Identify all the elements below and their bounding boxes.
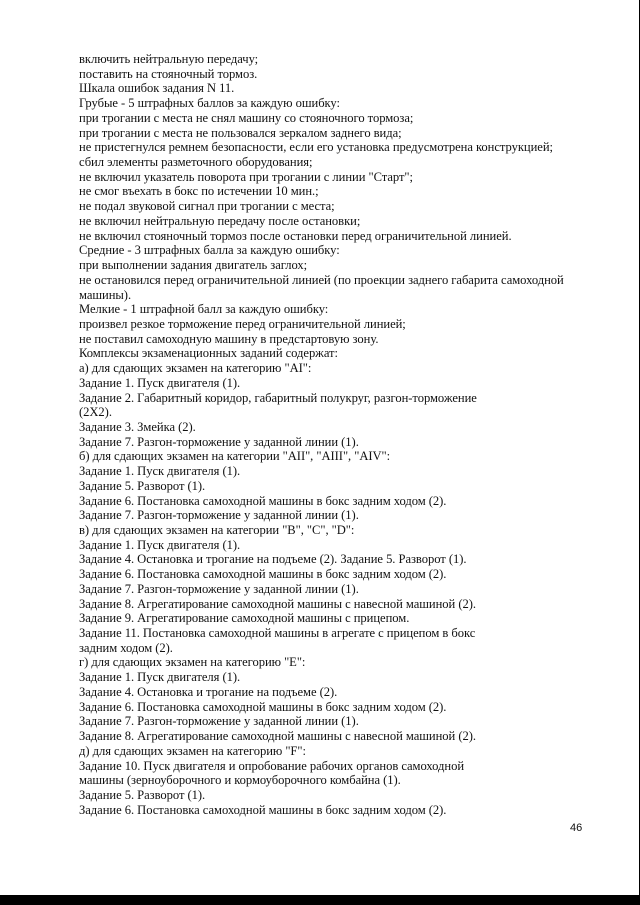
text-line: а) для сдающих экзамен на категорию "AI": (79, 361, 312, 376)
text-line: Мелкие - 1 штрафной балл за каждую ошибку: (79, 302, 329, 317)
text-line: при трогании с места не снял машину со стояночного тормоза; (79, 110, 414, 125)
text-line: Шкала ошибок задания N 11. (79, 81, 235, 96)
text-line: Грубые - 5 штрафных баллов за каждую ошибку: (79, 96, 340, 111)
text-line: Задание 5. Разворот (1). (79, 787, 206, 802)
text-line: не включил нейтральную передачу после остановки; (79, 213, 361, 228)
scan-edge-bottom (0, 895, 640, 905)
text-line: при трогании с места не пользовался зеркалом заднего вида; (79, 125, 402, 140)
text-line: Задание 9. Агрегатирование самоходной машины с прицепом. (79, 611, 410, 626)
text-line: Средние - 3 штрафных балла за каждую ошибку: (79, 243, 340, 258)
text-line: машины). (79, 287, 132, 302)
text-line: Задание 1. Пуск двигателя (1). (79, 464, 241, 479)
text-line: Задание 7. Разгон-торможение у заданной линии (1). (79, 714, 359, 729)
text-line: не поставил самоходную машину в предстартовую зону. (79, 331, 379, 346)
text-line: Задание 5. Разворот (1). (79, 478, 206, 493)
text-line: Задание 4. Остановка и трогание на подъеме (2). Задание 5. Разворот (1). (79, 552, 467, 567)
text-line: Задание 6. Постановка самоходной машины в бокс задним ходом (2). (79, 699, 447, 714)
text-line: д) для сдающих экзамен на категорию "F": (79, 743, 306, 758)
text-line: б) для сдающих экзамен на категории "AII", "AIII", "AIV": (79, 449, 391, 464)
text-line: Задание 7. Разгон-торможение у заданной линии (1). (79, 508, 359, 523)
body-text (79, 52, 599, 817)
text-line: Задание 1. Пуск двигателя (1). (79, 375, 241, 390)
text-line: не смог въехать в бокс по истечении 10 мин.; (79, 184, 319, 199)
text-line: Задание 6. Постановка самоходной машины в бокс задним ходом (2). (79, 567, 447, 582)
text-line: не пристегнулся ремнем безопасности, если его установка предусмотрена конструкцией; (79, 140, 553, 155)
text-line: Задание 6. Постановка самоходной машины в бокс задним ходом (2). (79, 802, 447, 817)
text-line: Задание 2. Габаритный коридор, габаритный полукруг, разгон-торможение (79, 390, 477, 405)
text-line: не включил стояночный тормоз после остановки перед ограничительной линией. (79, 228, 512, 243)
text-line: Задание 7. Разгон-торможение у заданной линии (1). (79, 434, 359, 449)
text-line: произвел резкое торможение перед ограничительной линией; (79, 316, 406, 331)
text-line: поставить на стояночный тормоз. (79, 66, 258, 81)
text-line: Задание 1. Пуск двигателя (1). (79, 537, 241, 552)
text-line: Задание 6. Постановка самоходной машины в бокс задним ходом (2). (79, 493, 447, 508)
page-number: 46 (570, 822, 583, 834)
text-line: Задание 8. Агрегатирование самоходной машины с навесной машиной (2). (79, 729, 476, 744)
text-line: Задание 3. Змейка (2). (79, 419, 196, 434)
text-line: Задание 8. Агрегатирование самоходной машины с навесной машиной (2). (79, 596, 476, 611)
text-line: Задание 7. Разгон-торможение у заданной линии (1). (79, 581, 359, 596)
text-line: Задание 4. Остановка и трогание на подъеме (2). (79, 684, 338, 699)
text-line: Комплексы экзаменационных заданий содержат: (79, 346, 338, 361)
text-line: Задание 10. Пуск двигателя и опробование рабочих органов самоходной (79, 758, 465, 773)
text-line: задним ходом (2). (79, 640, 173, 655)
text-line: при выполнении задания двигатель заглох; (79, 258, 308, 273)
text-line: машины (зерноуборочного и кормоуборочного комбайна (1). (79, 773, 401, 788)
text-line: Задание 11. Постановка самоходной машины в агрегате с прицепом в бокс (79, 626, 476, 641)
text-line: не остановился перед ограничительной линией (по проекции заднего габарита самоходной (79, 272, 564, 287)
text-line: сбил элементы разметочного оборудования; (79, 155, 313, 170)
text-line: не подал звуковой сигнал при трогании с места; (79, 199, 335, 214)
text-line: включить нейтральную передачу; (79, 52, 259, 66)
text-line: г) для сдающих экзамен на категорию "E": (79, 655, 306, 670)
text-line: не включил указатель поворота при трогании с линии "Старт"; (79, 169, 413, 184)
text-line: в) для сдающих экзамен на категории "B", "C", "D": (79, 523, 355, 537)
text-line: (2X2). (79, 405, 112, 420)
text-line: Задание 1. Пуск двигателя (1). (79, 670, 241, 685)
